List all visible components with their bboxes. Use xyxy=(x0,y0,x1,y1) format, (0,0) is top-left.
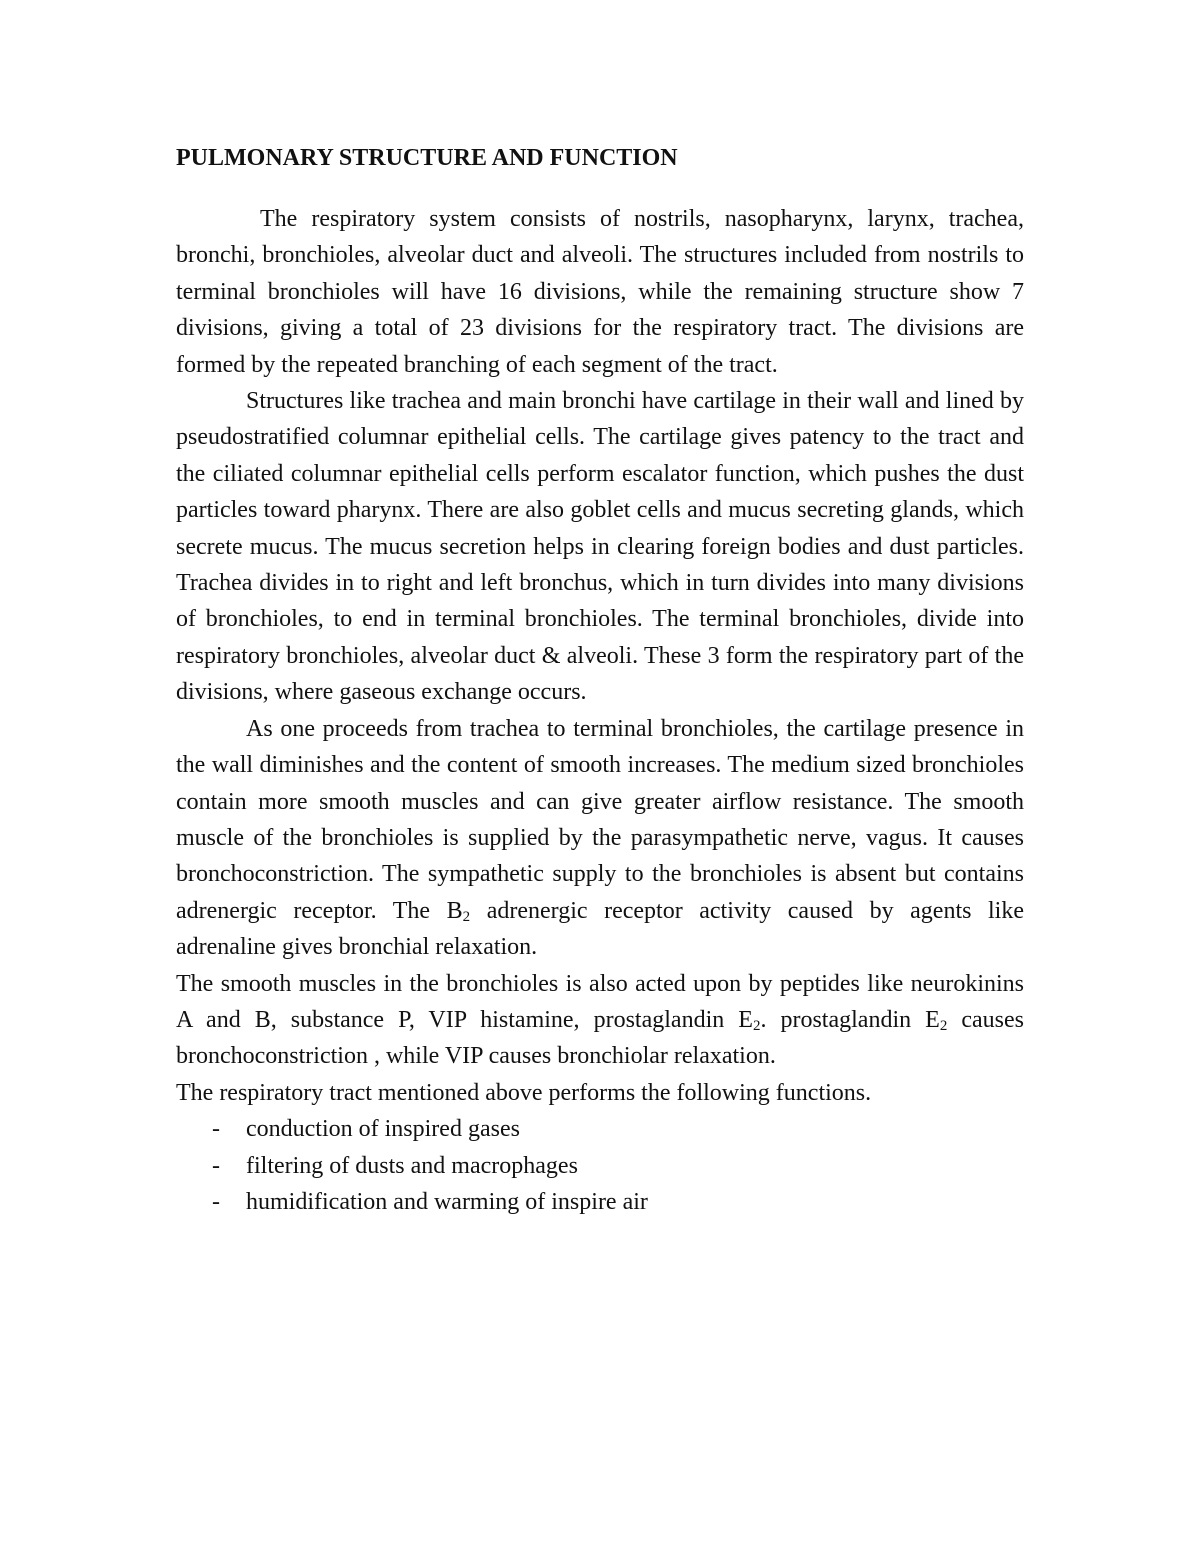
list-item-text: conduction of inspired gases xyxy=(246,1116,520,1143)
dash-bullet: - xyxy=(212,1116,220,1143)
paragraph-smooth-muscle xyxy=(176,711,1024,966)
document-page xyxy=(176,138,1024,1220)
paragraph-peptides-text-1: The smooth muscles in the bronchioles is also acted upon by peptides like neurokinins A and B, substance P, VIP histamine, prostaglandin E xyxy=(176,970,1024,1033)
subscript-2: 2 xyxy=(752,1017,761,1034)
list-item xyxy=(176,1184,1024,1220)
list-item-text: filtering of dusts and macrophages xyxy=(246,1152,578,1179)
page-title: PULMONARY STRUCTURE AND FUNCTION xyxy=(176,145,678,171)
dash-bullet: - xyxy=(212,1152,220,1179)
paragraph-smooth-muscle-text-1: As one proceeds from trachea to terminal bronchioles, the cartilage presence in the wall diminishes and the content of smooth increases. The medium sized bronchioles contain more smooth muscles and can give greater airflow resistance. The smooth muscle of the bronchioles is supplied by the parasympathetic nerve, vagus. It causes bronchoconstriction. The sympathetic supply to the bronchioles is absent but contains adrenergic receptor. The B xyxy=(176,715,1024,924)
subscript-2: 2 xyxy=(462,908,471,925)
list-item-text: humidification and warming of inspire air xyxy=(246,1188,648,1215)
paragraph-peptides-text-2: . prostaglandin E xyxy=(760,1006,940,1033)
list-item xyxy=(176,1111,1024,1147)
subscript-2: 2 xyxy=(939,1017,948,1034)
dash-bullet: - xyxy=(212,1188,220,1215)
list-item xyxy=(176,1148,1024,1184)
paragraph-peptides xyxy=(176,966,1024,1075)
paragraph-functions-intro: The respiratory tract mentioned above performs the following functions. xyxy=(176,1079,872,1106)
paragraph-peptides-text-3: causes bronchoconstriction , while VIP causes bronchiolar relaxation. xyxy=(176,1006,1025,1070)
paragraph-smooth-muscle-text-2: adrenergic receptor activity caused by agents like adrenaline gives bronchial relaxation. xyxy=(176,897,1025,961)
paragraph-respiratory-system: The respiratory system consists of nostrils, nasopharynx, larynx, trachea, bronchi, bronchioles, alveolar duct and alveoli. The structures included from nostrils to terminal bronchioles will have 16 divisions, while the remaining structure show 7 divisions, giving a total of 23 divisions for the respiratory tract. The divisions are formed by the repeated branching of each segment of the tract. xyxy=(176,206,1024,378)
functions-list xyxy=(176,1111,1024,1220)
paragraph-trachea-bronchi: Structures like trachea and main bronchi have cartilage in their wall and lined by pseudostratified columnar epithelial cells. The cartilage gives patency to the tract and the ciliated columnar epithelial cells perform escalator function, which pushes the dust particles toward pharynx. There are also goblet cells and mucus secreting glands, which secrete mucus. The mucus secretion helps in clearing foreign bodies and dust particles. Trachea divides in to right and left bronchus, which in turn divides into many divisions of bronchioles, to end in terminal bronchioles. The terminal bronchioles, divide into respiratory bronchioles, alveolar duct & alveoli. These 3 form the respiratory part of the divisions, where gaseous exchange occurs. xyxy=(176,388,1024,706)
